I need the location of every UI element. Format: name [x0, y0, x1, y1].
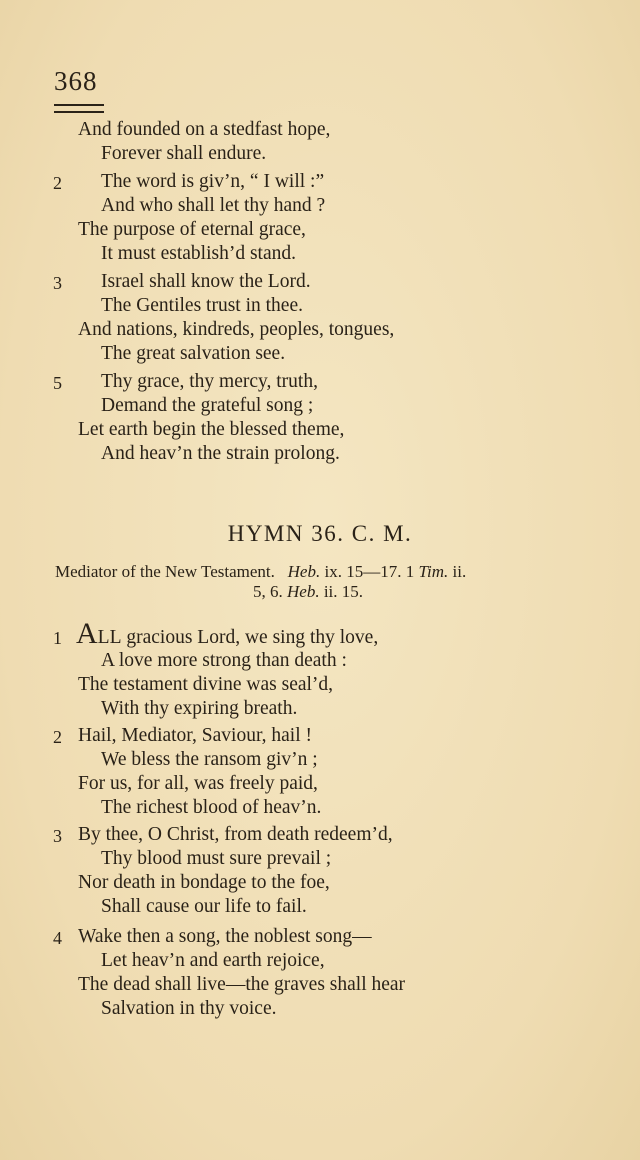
scripture-book: Heb.	[287, 562, 321, 581]
verse-line: For us, for all, was freely paid,	[78, 773, 318, 794]
verse-line: And who shall let thy hand ?	[101, 195, 326, 216]
header-rule	[54, 104, 104, 113]
stanza-number: 3	[53, 273, 62, 293]
verse-line: The richest blood of heav’n.	[101, 797, 322, 818]
verse-line: And founded on a stedfast hope,	[78, 119, 331, 140]
page-number: 368	[54, 66, 98, 96]
scripture-book: Tim.	[418, 562, 449, 581]
verse-line: It must establish’d stand.	[101, 243, 296, 264]
verse-line: The great salvation see.	[101, 343, 286, 364]
hymn-subtitle	[55, 562, 466, 582]
verse-line: The testament divine was seal’d,	[78, 674, 334, 695]
verse-line: Forever shall endure.	[101, 143, 267, 164]
verse-line: Thy grace, thy mercy, truth,	[101, 371, 318, 392]
subtitle-text: Mediator of the New Testament.	[55, 562, 275, 581]
verse-line: Thy blood must sure prevail ;	[101, 848, 332, 869]
verse-line: Let earth begin the blessed theme,	[78, 419, 345, 440]
verse-line: The word is giv’n, “ I will :”	[101, 171, 325, 192]
hymn-subtitle-continued	[253, 582, 363, 602]
verse-line: We bless the ransom giv’n ;	[101, 749, 318, 770]
scripture-book: Heb.	[287, 582, 320, 601]
verse-line: Wake then a song, the noblest song—	[78, 926, 372, 947]
verse-line: Let heav’n and earth rejoice,	[101, 950, 325, 971]
stanza-number: 1	[53, 628, 62, 648]
verse-line: A love more strong than death :	[101, 650, 347, 671]
scripture-location: ii. 15.	[319, 582, 364, 601]
verse-text: gracious Lord, we sing thy love,	[121, 627, 379, 648]
verse-line: And heav’n the strain prolong.	[101, 443, 340, 464]
scripture-location: 5, 6.	[253, 582, 287, 601]
verse-line: And nations, kindreds, peoples, tongues,	[78, 319, 395, 340]
stanza-number: 2	[53, 727, 62, 747]
stanza-number: 5	[53, 373, 62, 393]
verse-line: The purpose of eternal grace,	[78, 219, 306, 240]
small-caps-text: LL	[97, 627, 122, 648]
scripture-location: ii.	[448, 562, 467, 581]
drop-capital: A	[76, 617, 98, 650]
verse-line: Hail, Mediator, Saviour, hail !	[78, 725, 313, 746]
verse-line: Salvation in thy voice.	[101, 998, 277, 1019]
stanza-number: 3	[53, 826, 62, 846]
hymn-title: HYMN 36. C. M.	[227, 521, 413, 546]
verse-line: Shall cause our life to fail.	[101, 896, 307, 917]
verse-line: The dead shall live—the graves shall hear	[78, 974, 406, 995]
verse-line: Demand the grateful song ;	[101, 395, 314, 416]
verse-line: Nor death in bondage to the foe,	[78, 872, 330, 893]
stanza-number: 2	[53, 173, 62, 193]
verse-line: By thee, O Christ, from death redeem’d,	[78, 824, 393, 845]
verse-line	[76, 617, 379, 650]
stanza-number: 4	[53, 928, 62, 948]
verse-line: The Gentiles trust in thee.	[101, 295, 303, 316]
scripture-location: ix. 15—17. 1	[320, 562, 419, 581]
verse-line: Israel shall know the Lord.	[101, 271, 311, 292]
verse-line: With thy expiring breath.	[101, 698, 298, 719]
